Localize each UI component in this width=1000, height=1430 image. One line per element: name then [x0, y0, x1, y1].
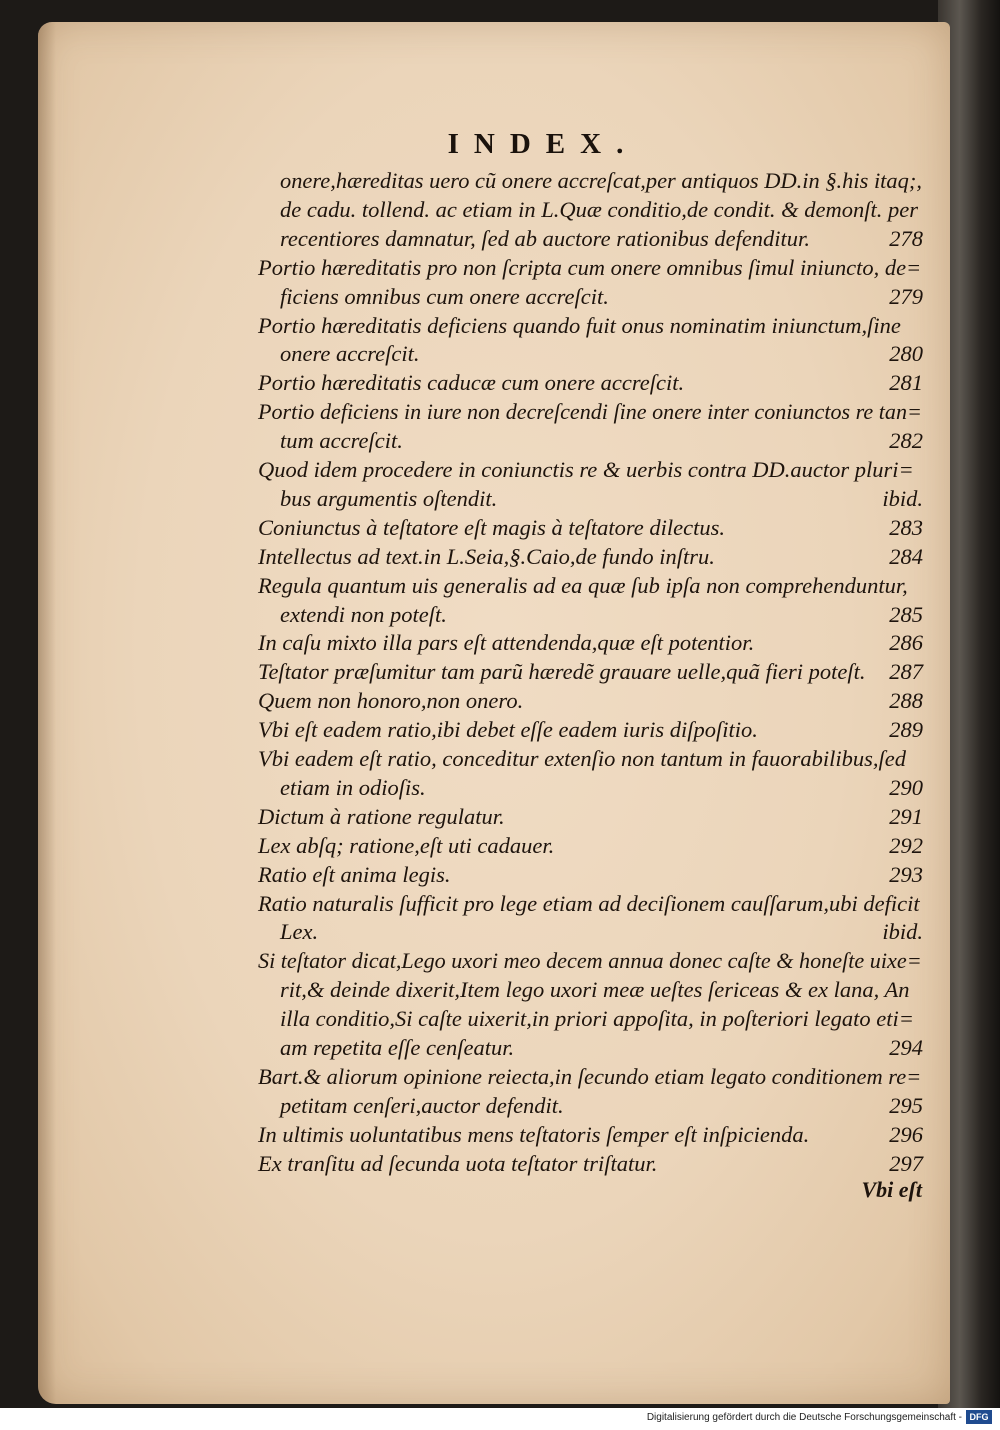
entry-number: 281 — [889, 370, 923, 396]
index-line: Regula quantum uis generalis ad ea quæ ſub ipſa non comprehenduntur, — [258, 572, 908, 598]
index-line: tum accreſcit. — [280, 428, 403, 454]
entry-number: 294 — [889, 1035, 923, 1060]
entry-number: 289 — [889, 717, 923, 743]
index-line: Portio hæreditatis pro non ſcripta cum onere omnibus ſimul iniuncto, de= — [258, 254, 922, 280]
index-line: In caſu mixto illa pars eſt attendenda,quæ eſt potentior. — [258, 630, 755, 656]
index-line: extendi non poteſt. — [280, 601, 447, 627]
index-line: recentiores damnatur, ſed ab auctore rationibus defenditur. — [280, 225, 810, 251]
index-line: rit,& deinde dixerit,Item lego uxori meæ ueſtes ſericeas & ex lana, An — [280, 977, 910, 1003]
index-line: Vbi eadem eſt ratio, conceditur extenſio non tantum in fauorabilibus,ſed — [258, 746, 907, 771]
index-line: In ultimis uoluntatibus mens teſtatoris ſemper eſt inſpicienda. — [258, 1121, 810, 1147]
entry-number: 279 — [889, 283, 923, 309]
index-line: am repetita eſſe cenſeatur. — [280, 1035, 515, 1060]
index-line: Portio hæreditatis deficiens quando fuit onus nominatim iniunctum,ſine — [258, 312, 901, 338]
index-line: Ratio eſt anima legis. — [258, 861, 451, 887]
entry-number: 285 — [889, 601, 923, 627]
entry-number: 292 — [889, 832, 923, 858]
entry-number: 282 — [889, 428, 923, 454]
entry-number: 278 — [889, 225, 923, 251]
index-line: Intellectus ad text.in L.Seia,§.Caio,de fundo inſtru. — [258, 543, 715, 569]
index-line: Quod idem procedere in coniunctis re & uerbis contra DD.auctor pluri= — [258, 457, 914, 482]
entry-number: 290 — [889, 774, 923, 800]
index-line: Ex tranſitu ad ſecunda uota teſtator triſtatur. — [258, 1150, 658, 1176]
index-line: petitam cenſeri,auctor defendit. — [280, 1092, 564, 1118]
index-line: Ratio naturalis ſufficit pro lege etiam ad deciſionem cauſſarum,ubi deficit — [258, 890, 920, 916]
index-line: bus argumentis oſtendit. — [280, 485, 498, 511]
running-head: INDEX. — [447, 128, 639, 160]
entry-number: 295 — [889, 1092, 923, 1118]
entry-number: 283 — [889, 514, 923, 540]
index-line: Portio hæreditatis caducæ cum onere accreſcit. — [258, 370, 685, 396]
index-line: ficiens omnibus cum onere accreſcit. — [280, 283, 609, 309]
entry-number: 296 — [889, 1121, 923, 1147]
entry-number: ibid. — [882, 919, 923, 945]
footer-credit: Digitalisierung gefördert durch die Deutsche Forschungsgemeinschaft - — [646, 1412, 962, 1423]
index-line: Lex. — [280, 919, 319, 945]
index-line: de cadu. tollend. ac etiam in L.Quæ conditio,de condit. & demonſt. per — [280, 196, 919, 222]
index-line: Quem non honoro,non onero. — [258, 688, 524, 714]
catchword: Vbi eſt — [861, 1177, 922, 1202]
index-line: onere accreſcit. — [280, 341, 420, 367]
entry-number: 297 — [889, 1150, 923, 1176]
index-line: Portio deficiens in iure non decreſcendi ſine onere inter coniunctos re tan= — [258, 399, 922, 425]
index-line: onere,hæreditas uero cũ onere accreſcat,per antiquos DD.in §.his itaq;, — [280, 168, 922, 193]
index-line: Lex abſq; ratione,eſt uti cadauer. — [258, 832, 555, 858]
entry-number: 291 — [889, 803, 923, 829]
entry-number: 288 — [889, 688, 923, 714]
dfg-logo-icon: DFG — [966, 1410, 992, 1424]
entry-number: 287 — [889, 659, 923, 685]
index-line: Bart.& aliorum opinione reiecta,in ſecundo etiam legato conditionem re= — [258, 1063, 922, 1089]
index-line: Teſtator præſumitur tam parũ hæredẽ grauare uelle,quã fieri poteſt. — [258, 659, 866, 685]
index-line: Si teſtator dicat,Lego uxori meo decem annua donec caſte & honeſte uixe= — [258, 948, 922, 974]
index-line: Coniunctus à teſtatore eſt magis à teſtatore dilectus. — [258, 514, 726, 540]
entry-number: 280 — [889, 341, 923, 367]
index-line: etiam in odioſis. — [280, 774, 426, 800]
index-line: Vbi eſt eadem ratio,ibi debet eſſe eadem iuris diſpoſitio. — [258, 717, 758, 743]
index-line: illa conditio,Si caſte uixerit,in priori appoſita, in poſteriori legato eti= — [280, 1006, 914, 1032]
footer-bar — [0, 1408, 1000, 1430]
entry-number: ibid. — [882, 485, 923, 511]
index-line: Dictum à ratione regulatur. — [258, 803, 505, 829]
entry-number: 284 — [889, 543, 923, 569]
entry-number: 286 — [889, 630, 923, 656]
entry-number: 293 — [889, 861, 923, 887]
